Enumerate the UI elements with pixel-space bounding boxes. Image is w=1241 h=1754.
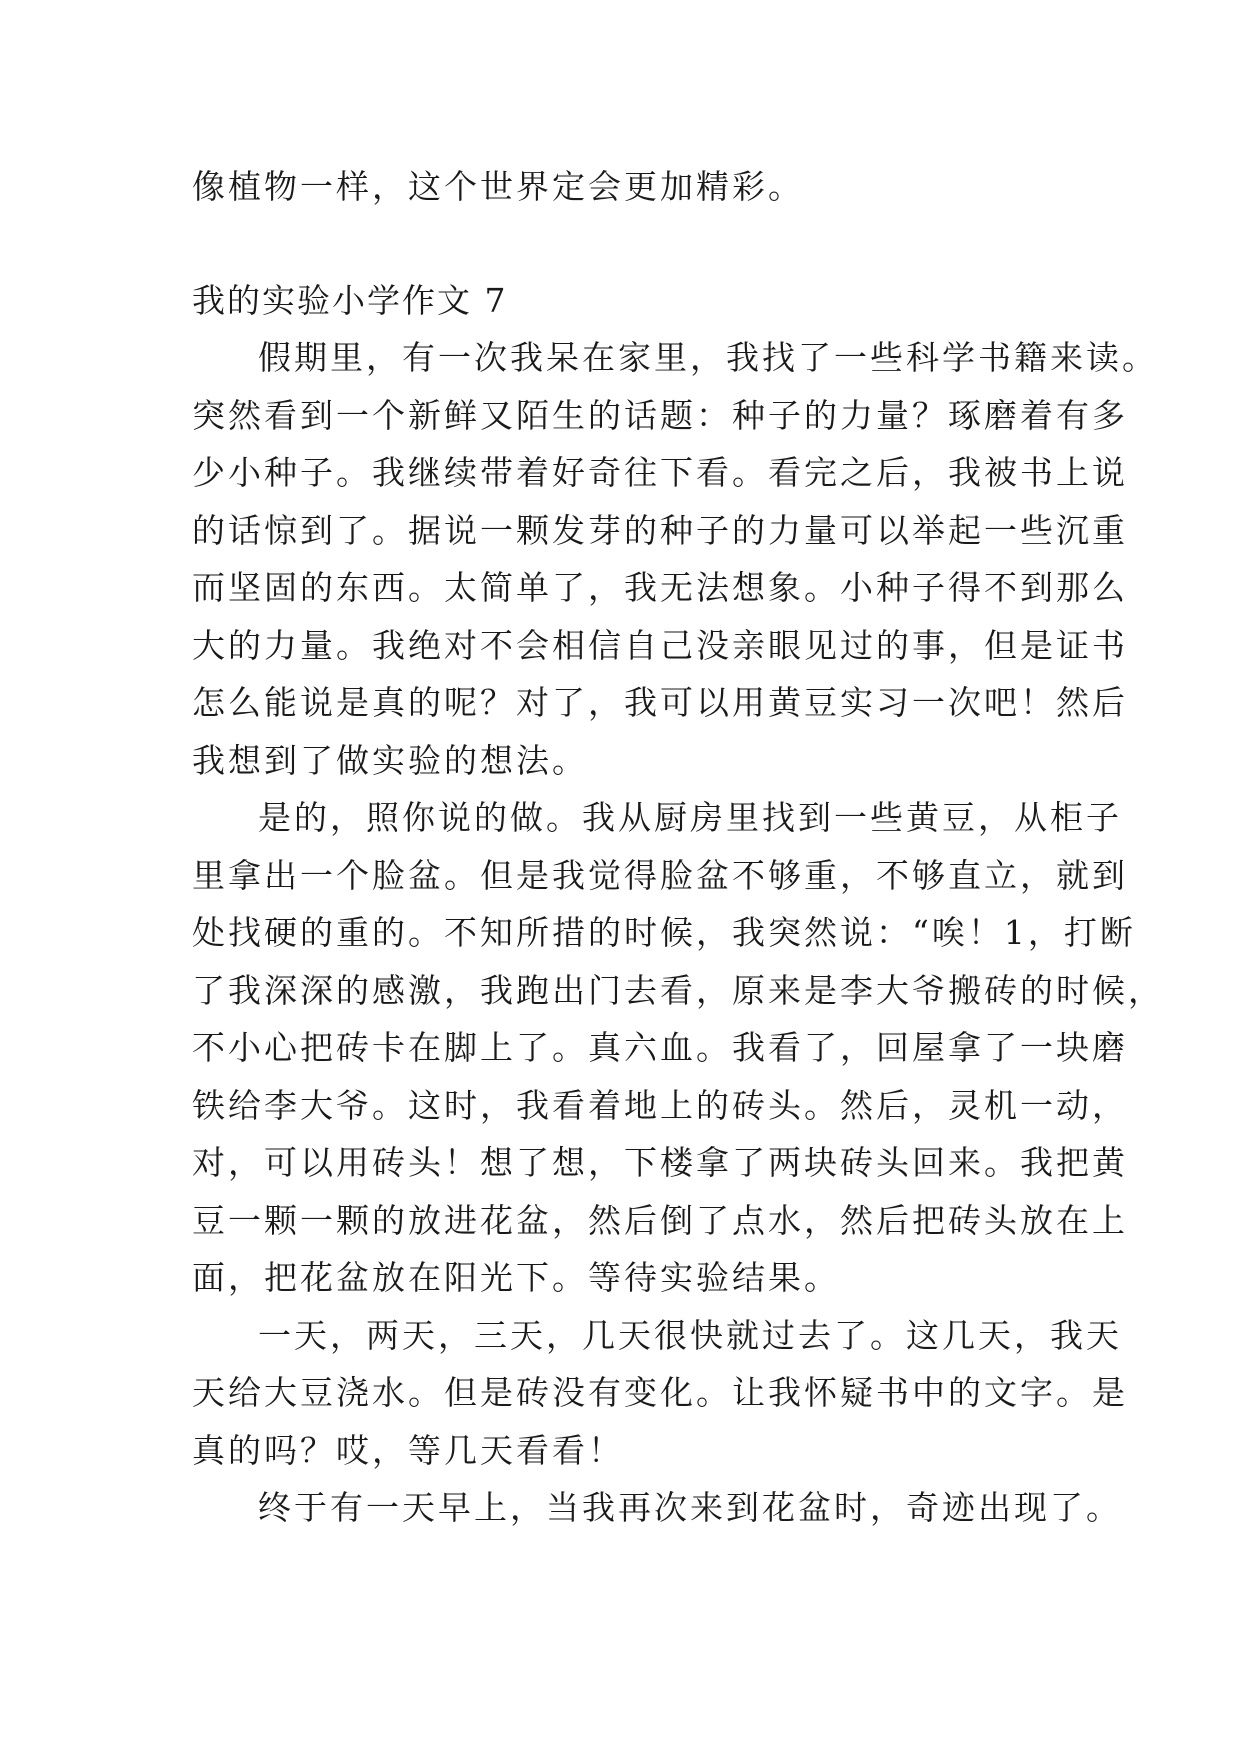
paragraph-line: 面，把花盆放在阳光下。等待实验结果。 <box>192 1258 840 1297</box>
essay-body <box>192 158 1164 1537</box>
paragraph-line: 不小心把砖卡在脚上了。真六血。我看了，回屋拿了一块磨 <box>192 1028 1128 1067</box>
paragraph-line: 对，可以用砖头！想了想，下楼拿了两块砖头回来。我把黄 <box>192 1143 1128 1182</box>
paragraph-line: 了我深深的感激，我跑出门去看，原来是李大爷搬砖的时候， <box>192 970 1164 1010</box>
paragraph-line: 铁给李大爷。这时，我看着地上的砖头。然后，灵机一动， <box>192 1085 1128 1125</box>
paragraph-line: 大的力量。我绝对不会相信自己没亲眼见过的事，但是证书 <box>192 625 1128 665</box>
paragraph-line: 终于有一天早上，当我再次来到花盆时，奇迹出现了。 <box>258 1488 1122 1527</box>
intro-line: 像植物一样，这个世界定会更加精彩。 <box>192 167 804 206</box>
paragraph-line: 真的吗？哎，等几天看看！ <box>192 1430 624 1470</box>
paragraph-line: 的话惊到了。据说一颗发芽的种子的力量可以举起一些沉重 <box>192 510 1128 550</box>
paragraph-3 <box>192 1307 1128 1480</box>
paragraph-line: 突然看到一个新鲜又陌生的话题：种子的力量？琢磨着有多 <box>192 395 1128 435</box>
paragraph-line: 我想到了做实验的想法。 <box>192 740 588 780</box>
section-title: 我的实验小学作文 7 <box>192 280 508 320</box>
paragraph-line: 而坚固的东西。太简单了，我无法想象。小种子得不到那么 <box>192 568 1128 607</box>
paragraph-4 <box>192 1479 1122 1537</box>
paragraph-line: 处找硬的重的。不知所措的时候，我突然说：“唉！1，打断 <box>192 913 1136 952</box>
paragraph-line: 一天，两天，三天，几天很快就过去了。这几天，我天 <box>258 1315 1122 1355</box>
paragraph-line: 假期里，有一次我呆在家里，我找了一些科学书籍来读。 <box>258 338 1158 377</box>
paragraph-line: 豆一颗一颗的放进花盆，然后倒了点水，然后把砖头放在上 <box>192 1200 1128 1240</box>
paragraph-2 <box>192 789 1164 1307</box>
paragraph-line: 少小种子。我继续带着好奇往下看。看完之后，我被书上说 <box>192 453 1128 492</box>
paragraph-line: 天给大豆浇水。但是砖没有变化。让我怀疑书中的文字。是 <box>192 1373 1128 1412</box>
paragraph-line: 怎么能说是真的呢？对了，我可以用黄豆实习一次吧！然后 <box>192 683 1128 722</box>
paragraph-line: 是的，照你说的做。我从厨房里找到一些黄豆，从柜子 <box>258 798 1122 837</box>
paragraph-1 <box>192 329 1158 789</box>
paragraph-line: 里拿出一个脸盆。但是我觉得脸盆不够重，不够直立，就到 <box>192 855 1128 895</box>
